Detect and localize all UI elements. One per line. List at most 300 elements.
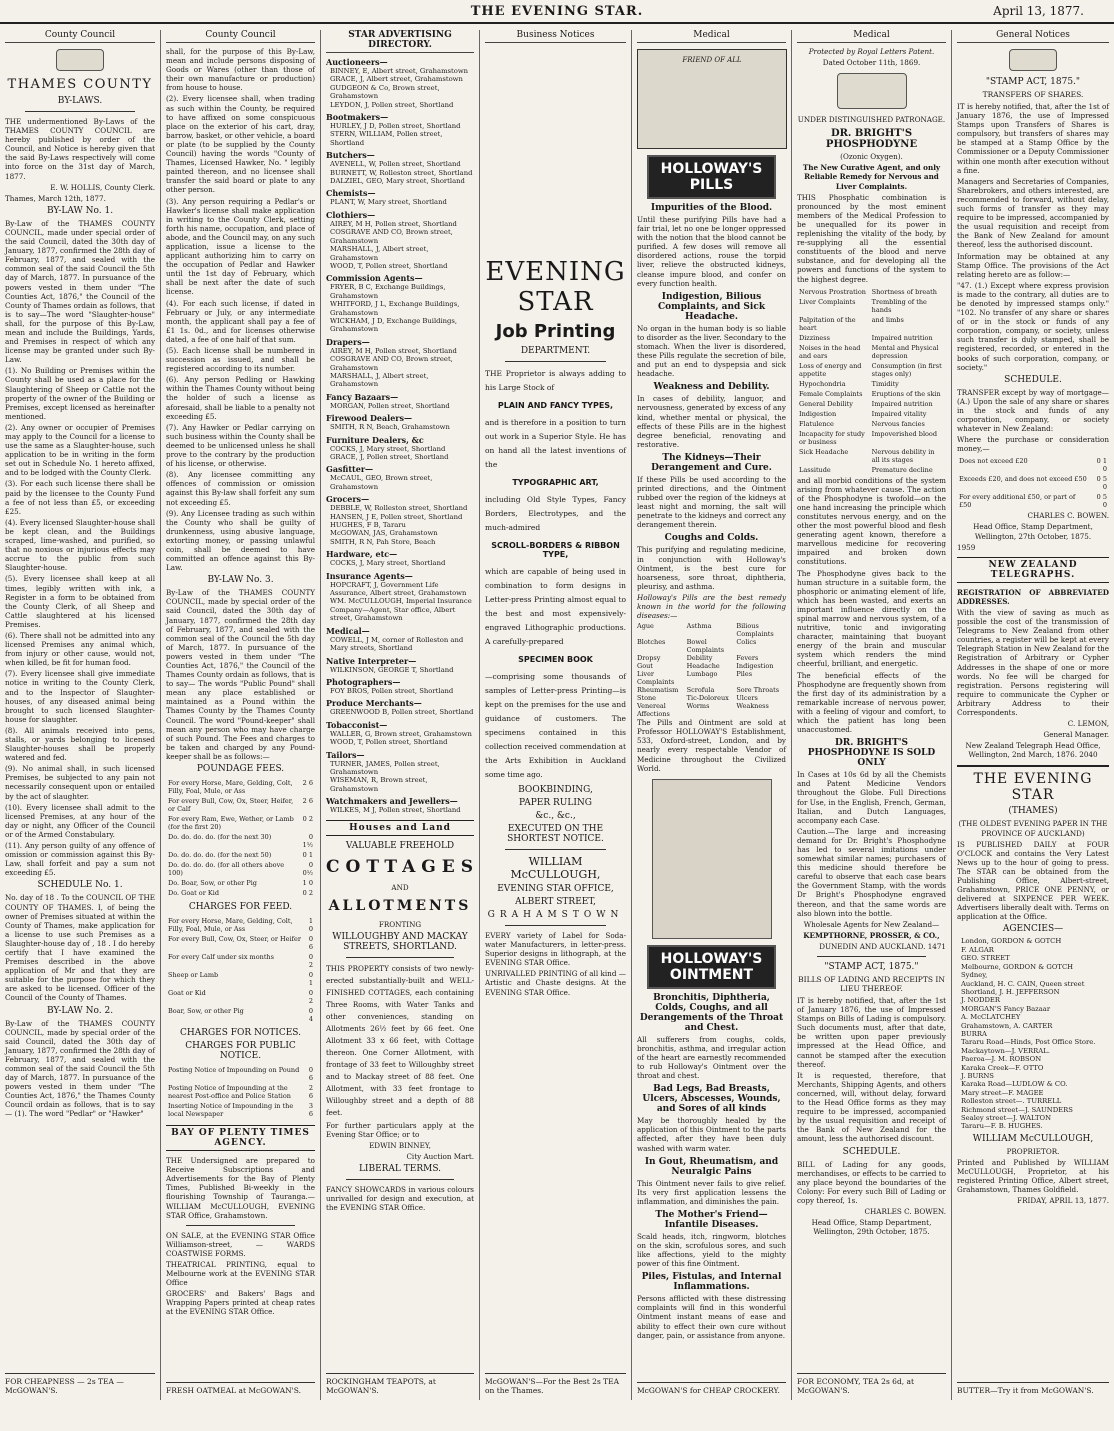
disease-item: Scrofula	[686, 686, 715, 695]
directory-entry: GRACE, J, Albert street, Grahamstown	[330, 75, 463, 84]
evening-star-office: EVENING STAR OFFICE,	[497, 884, 614, 894]
fee-row-cell: 0 2	[302, 815, 313, 824]
fee-row-cell: 0 2	[308, 953, 313, 970]
directory-category: Drapers—	[326, 336, 370, 347]
intro-notice: THE undermentioned By-Laws of the THAMES COUNTY COUNCIL are hereby published by order of the Council, and Notice is hereby given that the said By-Laws respectively will come into force on the 31st day of March, 1877.	[5, 117, 155, 181]
and-text: AND	[391, 882, 409, 892]
telegraphs-title: NEW ZEALAND TELEGRAPHS.	[957, 557, 1109, 583]
directory-entry: HANSEN, J E, Pollen street, Shortland	[330, 512, 463, 521]
protected-patent: Protected by Royal Letters Patent.	[808, 47, 935, 56]
notice-number: 1959	[957, 542, 976, 552]
etc-text: &c., &c.,	[535, 811, 576, 821]
fee-row	[168, 1084, 313, 1100]
symptom-row	[799, 334, 944, 342]
symptom-row	[799, 400, 944, 408]
symptom-row	[799, 362, 944, 378]
schedule-heading: SCHEDULE.	[842, 1146, 901, 1157]
directory-category: Watchmakers and Jewellers—	[326, 796, 458, 807]
disease-item: Indigestion	[736, 662, 774, 671]
fee-row-cell: 2 6	[308, 1084, 313, 1101]
directory-entry: COCKS, J, Mary street, Shortland	[330, 444, 446, 453]
directory-entry: WILKES, M J, Pollen street, Shortland	[330, 806, 461, 815]
bottom-advert: BUTTER—Try it from McGOWAN'S.	[957, 1382, 1109, 1395]
symptom-row	[799, 288, 944, 296]
executed-notice: EXECUTED ON THE SHORTEST NOTICE.	[507, 824, 604, 844]
symptom-row-cell: Nervous fancies	[871, 419, 925, 428]
column-business-notices	[480, 30, 632, 1400]
specimen-book: SPECIMEN BOOK	[518, 655, 593, 664]
directory-entry: AVENELL, W, Pollen street, Shortland	[330, 160, 461, 169]
fee-row	[168, 989, 313, 1005]
heading-indigestion: Indigestion, Bilious Complaints, and Sick Headache.	[657, 291, 766, 322]
disease-item: Ulcers	[736, 694, 758, 703]
patent-date: Dated October 11th, 1869.	[822, 58, 921, 68]
fee-row-cell: Posting Notice of Impounding on Pound	[168, 1066, 300, 1075]
symptom-row-cell: Mental and Physical depression	[871, 343, 939, 360]
directory-entry: LEYDON, J, Pollen street, Shortland	[330, 100, 454, 109]
directory-entry: GUDGEON & Co, Brown street, Grahamstown	[330, 83, 440, 101]
paper-ruling: PAPER RULING	[519, 798, 592, 808]
bylaw-2-text: By-Law of the THAMES COUNTY COUNCIL, made by special order of the said Council, dated the 30th day of January, 1877, confirmed the 28th day of February, 1877, and sealed with the common seal of the said Council the 5th day of March, 1877. In pursuance of the powers vested in them under "The Counties Act, 1876," the Thames County Council ordain as follows, that is to say— (1). The word "Pedlar" or "Hawker"	[5, 1018, 155, 1119]
diseases-table-heading: Holloway's Pills are the best remedy known in the world for the following diseases:—	[637, 592, 786, 621]
fee-row-cell: Do. do. do. do. (for the next 50)	[168, 851, 272, 860]
bylaw-2-continued: shall, for the purpose of this By-Law, mean and include persons disposing of Goods or Wares (other than those of their own manufacture or production) from house to house.	[166, 47, 315, 93]
disease-item: Gout	[637, 662, 653, 671]
text-indigestion: No organ in the human body is so liable to disorder as the liver. Secondary to the stomach. When the liver is disordered, these Pills regulate the secretion of bile, and put an end to dyspepsia and sick headache.	[637, 323, 786, 379]
directory-entry: SMITH, R N, Beach, Grahamstown	[330, 423, 450, 432]
directory-category: Medical—	[326, 625, 370, 636]
heading-piles: Piles, Fistulas, and Internal Inflammations.	[641, 1272, 782, 1293]
disease-item: Asthma	[686, 622, 712, 631]
hygeia-statue-illustration	[652, 779, 772, 939]
symptom-row	[799, 466, 944, 474]
fee-row	[168, 1007, 313, 1023]
fee-row-cell: 0 6	[308, 935, 313, 952]
fee-row	[959, 493, 1107, 509]
agency-entry: F. ALGAR	[961, 945, 994, 954]
transfers-provisions: "47. (1.) Except where express provision is made to the contrary, all duties are to be denoted by impressed stamps only." "102. No transfer of any share or shares of or in the stock or funds of any corporation, company, or society, unless such transfer is duly stamped, shall be registered, recorded, or entered in the books of such corporation, company, or society."	[957, 280, 1109, 372]
column-county-council-2	[161, 30, 321, 1400]
bills-of-lading-heading: BILLS OF LADING AND RECEIPTS IN LIEU THEREOF.	[798, 975, 945, 993]
general-manager: General Manager.	[1043, 730, 1109, 740]
fee-row-cell: 0 1½	[302, 833, 313, 850]
scroll-borders: SCROLL-BORDERS & RIBBON TYPE,	[491, 541, 620, 559]
directory-category: Produce Merchants—	[326, 698, 422, 709]
royal-arms-icon	[837, 73, 907, 109]
fee-row-cell: Posting Notice of Impounding at the nearest Post-office and Police Station	[168, 1084, 291, 1101]
symptom-row	[799, 420, 944, 428]
agencies-heading: AGENCIES—	[1002, 924, 1064, 935]
agency-entry: Mackaytown—J. VERRAL.	[961, 1046, 1050, 1055]
labels-notice: EVERY variety of Label for Soda-water Manufacturers, in letter-press. Superior designs in lithograph, at the EVENING STAR Office.	[485, 931, 626, 968]
fee-row-cell: Do. do. do. do. (for all others above 100)	[168, 861, 285, 878]
fee-row-cell: 2 6	[302, 779, 313, 788]
fee-row	[959, 475, 1107, 491]
phosphodyne-tagline: The New Curative Agent, and only Reliable Remedy for Nervous and Liver Complaints.	[802, 163, 941, 191]
disease-item: Weakness	[736, 702, 769, 711]
divider	[505, 361, 606, 362]
lemon-signature: C. LEMON,	[1067, 719, 1109, 729]
fee-row-cell: Does not exceed £20	[959, 457, 1028, 466]
directory-entry: WICKHAM, J D, Exchange Buildings, Grahamstown	[330, 316, 458, 334]
disease-item: Ague	[637, 622, 654, 631]
bylaw-1-text: By-Law of the THAMES COUNTY COUNCIL, made under special order of the said Council, dated the 30th day of January, 1877, confirmed the 28th day of February, 1877, and sealed with the common seal of the said Council the 5th day of March, 1877. In pursuance of the powers vested in them under "The Counties Act, 1876," the Council of the County of Thames ordain as follows, that is to say—The word "Slaughter-house" shall, for the purpose of this By-Law, mean and include the Buildings, Yards, and Premises in respect of which any license may be granted under such By-Law.	[5, 218, 155, 365]
heading-mothers-friend: The Mother's Friend—Infantile Diseases.	[655, 1209, 768, 1230]
symptom-row-cell: Flatulence	[799, 419, 834, 428]
directory-entry: COSGRAVE AND CO, Brown street, Grahamstown	[330, 355, 453, 372]
fee-row-cell: For every Horse, Mare, Gelding, Colt, Filly, Foal, Mule, or Ass	[168, 779, 293, 796]
fee-row-cell: 0 6	[308, 1066, 313, 1083]
unrivalled-notice: UNRIVALLED PRINTING of all kind — Artistic and Chaste designs. At the EVENING STAR Office.	[485, 969, 626, 997]
bottom-advert: FRESH OATMEAL at McGOWAN'S.	[166, 1382, 315, 1395]
directory-entry: GRACE, J, Pollen street, Shortland	[330, 453, 449, 461]
bylaw-clause: (2). Any owner or occupier of Premises may apply to the Council for a license to use the same as a Slaughter-house, such application to be in writing in the form set out in Schedule No. 1 hereto affixed, and to be lodged with the County Clerk.	[5, 422, 155, 478]
fee-row-cell: 1 0	[302, 879, 313, 888]
signed-bowen: CHARLES C. BOWEN.	[1027, 511, 1109, 521]
directory-entry: HUGHES, F B, Tararu	[330, 521, 406, 530]
bylaw-clause: (5). Every licensee shall keep at all times, legibly written with ink, a Register in a form to be obtained from the County Clerk, of all Sheep and Cattle slaughtered at his licensed Premises.	[5, 574, 155, 629]
bylaw-clause: (9). No animal shall, in such licensed Premises, be subjected to any pain not necessarily consequent upon or entailed by the act of slaughter.	[5, 764, 155, 801]
agency-entry: Melbourne, GORDON & GOTCH	[961, 962, 1074, 971]
wholesale-agents: Wholesale Agents for New Zealand—	[803, 919, 940, 929]
symptom-row-cell: Nervous debility in all its stages	[871, 447, 935, 464]
symptom-row-cell: Lassitude	[799, 465, 831, 474]
agency-entry: Richmond street—J. SAUNDERS	[961, 1105, 1073, 1114]
schedule-text: TRANSFER except by way of mortgage— (A.) Upon the sale of any share or shares in the stock and funds of any corporation, company, or society whatever in New Zealand:	[957, 387, 1109, 434]
agency-entry: Sydney,	[961, 971, 988, 980]
fee-row-cell: Do. do. do. do. (for the next 30)	[168, 833, 272, 842]
transfers-notice-3: Information may be obtained at any Stamp Office. The provisions of the Act relating hereto are as follow:—	[957, 251, 1109, 279]
column-medical-phosphodyne	[792, 30, 952, 1400]
bylaw-clause: (7). Every licensee shall give immediate notice in writing to the County Clerk, and to the Inspector of Slaughter-houses, of any diseased animal being brought to such licensed Slaughter-house for slaughter.	[5, 669, 155, 724]
fee-row-cell: For every Bull, Cow, Ox, Steer, or Heifer	[168, 935, 301, 944]
symptom-row	[799, 410, 944, 418]
text-mothers-friend: Scald heads, itch, ringworm, blotches on the skin, scrofulous sores, and such like affections, yield to the mighty power of this fine Ointment.	[637, 1231, 786, 1269]
sold-only-heading: DR. BRIGHT'S PHOSPHODYNE IS SOLD ONLY	[807, 738, 936, 769]
dated: Thames, March 12th, 1877.	[5, 193, 106, 203]
directory-entry: GREENWOOD B, Pollen street, Shortland	[330, 708, 474, 717]
symptom-row	[799, 298, 944, 314]
disease-item: Venereal Affections	[637, 702, 670, 719]
consideration-text: Where the purchase or consideration money,—	[957, 435, 1109, 454]
bylaw-clause: (3). For each such license there shall be paid by the licensee to the County Fund a fee of not less than £5, or exceeding £25.	[5, 479, 155, 516]
combination-text: which are capable of being used in combination to form designs in Letter-press Printing almost equal to the best and most expensively-engraved Lithographic productions. A carefully-prepared	[485, 567, 626, 646]
bay-of-plenty-text: THE Undersigned are prepared to Receive Subscriptions and Advertisements for the Bay of Plenty Times, Published Bi-weekly in the flourishing Township of Tauranga.— WILLIAM McCULLOUGH, EVENING STAR Office, Grahamstown.	[166, 1156, 315, 1220]
agency-entry: J. BURNS	[961, 1071, 994, 1080]
fee-row-cell: 0 2	[308, 989, 313, 1006]
agency-entry: Shortland, J. H. JEFFERSON	[961, 987, 1060, 996]
schedule-text: No. day of 18 . To the COUNCIL OF THE COUNTY OF THAMES. I, of being the owner of Premises situated at within the County of Thames, make application for a license to use such Premises as a Slaughter-house day of , 18 . I do hereby certify that I have examined the Premises described in the above application of Mr and that they are suitable for the purpose for which they are asked to be licensed. Officer of the Council of the County of Thames.	[5, 893, 155, 1003]
fee-row-cell: Inserting Notice of Impounding in the local Newspaper	[168, 1102, 294, 1119]
bylaw-2-heading: BY-LAW No. 2.	[46, 1005, 114, 1016]
transfers-heading: TRANSFERS OF SHARES.	[982, 90, 1084, 99]
signed-bowen: CHARLES C. BOWEN.	[864, 1206, 946, 1216]
typographic-art: TYPOGRAPHIC ART,	[512, 478, 599, 487]
text-impurities: Until these purifying Pills have had a fair trial, let no one be longer oppressed with the notion that the blood cannot be purified. A few doses will remove all disordered actions, rouse the torpid liver, relieve the obstructed kidneys, cleanse impure blood, and confer on every function health.	[637, 215, 786, 288]
disease-item: Liver Complaints	[637, 670, 675, 687]
column-medical-holloway	[632, 30, 792, 1400]
agency-entry: Auckland, H. C. CAIN, Queen street	[961, 979, 1085, 988]
directory-entry: BINNEY, E, Albert street, Grahamstown	[330, 67, 469, 75]
bylaws-subtitle: BY-LAWS.	[57, 96, 103, 106]
stamp-head-office: Head Office, Stamp Department, Wellington, 29th October, 1875.	[811, 1218, 932, 1237]
disease-item: Debility	[686, 654, 713, 663]
theatrical-notice: THEATRICAL PRINTING, equal to Melbourne work at the EVENING STAR Office	[166, 1259, 315, 1288]
stamp-head-office: Head Office, Stamp Department, Wellington, 27th October, 1875.	[973, 522, 1093, 541]
old-style-text: including Old Style Types, Fancy Borders, Electrotypes, and the much-admired	[485, 495, 626, 532]
bylaw-clause: (5). Each license shall be numbered in succession as issued, and shall be registered according to its number.	[166, 346, 315, 374]
fee-row-cell: Sheep or Lamb	[168, 971, 219, 980]
divider	[186, 1225, 295, 1226]
symptom-row-cell: Impoverished blood	[871, 429, 938, 438]
issue-date: April 13, 1877.	[993, 4, 1084, 18]
directory-category: Fancy Bazaars—	[326, 391, 399, 402]
symptom-row-cell: Dizziness	[799, 333, 830, 342]
bylaw-3-heading: BY-LAW No. 3.	[207, 575, 274, 586]
schedule-heading: SCHEDULE No. 1.	[37, 880, 123, 891]
bottom-advert: FOR ECONOMY, TEA 2s 6d, at McGOWAN'S.	[797, 1373, 946, 1395]
heading-kidneys: The Kidneys—Their Derangement and Cure.	[651, 452, 772, 473]
holloways-pills-heading: HOLLOWAY'S PILLS	[647, 155, 776, 199]
telegraphs-subtitle: REGISTRATION OF ABBREVIATED ADDRESSES.	[957, 587, 1109, 606]
directory-category: Chemists—	[326, 188, 376, 199]
disease-item: Blotches	[637, 638, 666, 647]
text-kidneys: If these Pills be used according to the printed directions, and the Ointment rubbed over the region of the kidneys at least night and morning, the salt will penetrate to the kidneys and correct any derangement therein.	[637, 474, 786, 530]
directory-entry: MARSHALL, J, Albert street, Grahamstown	[330, 371, 429, 389]
directory-entry: WOOD, T, Pollen street, Shortland	[330, 261, 448, 270]
column-heading: County Council	[166, 30, 315, 43]
directory-entry: HURLEY, J D, Pollen street, Shortland	[330, 122, 461, 131]
symptom-row-cell: General Debility	[799, 399, 853, 408]
symptom-row-cell: Hypochondria	[799, 379, 846, 388]
newspaper-title: THE EVENING STAR.	[470, 4, 644, 19]
directory-entry: SMITH, R N, Pah Store, Beach	[330, 537, 436, 546]
heading-weakness: Weakness and Debility.	[653, 382, 770, 393]
fee-row-cell: 0 1	[308, 971, 313, 988]
bay-of-plenty-title: BAY OF PLENTY TIMES AGENCY.	[166, 1125, 315, 1151]
bylaw-clause: (6). Any person Pedling or Hawking within the Thames County without being the holder of such a license as aforesaid, shall be liable to a penalty not exceeding £5.	[166, 375, 315, 421]
disease-item: Lumbago	[686, 670, 718, 679]
phosphodyne-subtitle: (Ozonic Oxygen).	[840, 152, 903, 162]
particulars: For further particulars apply at the Evening Star Office; or to	[326, 1120, 474, 1139]
disease-item: Sore Throats	[736, 686, 780, 695]
heading-impurities: Impurities of the Blood.	[650, 203, 773, 213]
fee-row-cell: For every Ram, Ewe, Wether, or Lamb (for the first 20)	[168, 815, 294, 832]
oldest-paper: (THE OLDEST EVENING PAPER IN THE PROVINCE OF AUCKLAND)	[958, 819, 1108, 838]
directory-entry: FOY BROS, Pollen street, Shortland	[330, 686, 454, 695]
telegraphs-text: With the view of saving as much as possible the cost of the transmission of Telegrams to New Zealand from other countries, a register will be kept at every Telegraph Station in New Zealand for the Registration of Arbitrary or Cypher Addresses in the shape of one or more words. No fee will be charged for registration. Persons registering will require to communicate the Cypher or Arbitrary Address to their Correspondents.	[957, 607, 1109, 717]
bylaw-clause: (10). Every licensee shall admit to the licensed Premises, at any hour of the day or night, any Officer of the Council or of the Armed Constabulary.	[5, 802, 155, 839]
symptom-row-cell: Timidity	[871, 379, 899, 388]
directory-entry: COCKS, J, Mary street, Shortland	[330, 559, 446, 568]
phosphodyne-title: DR. BRIGHT'S PHOSPHODYNE	[825, 128, 918, 151]
bylaw-clause: (8). All animals received into pens, stalls, or yards belonging to licensed Slaughter-houses shall be properly watered and fed.	[5, 725, 155, 763]
disease-item: Bowel Complaints	[686, 638, 725, 655]
transfers-notice-2: Managers and Secretaries of Companies, Sharebrokers, and others interested, are recommended to forward, without delay, such forms of transfer as they may require to be impressed, accompanied by the usual requisition and receipt from the Bank of New Zealand for amount thereof, less the authorised discount.	[957, 176, 1109, 250]
bottom-advert: ROCKINGHAM TEAPOTS, at McGOWAN'S.	[326, 1373, 474, 1395]
divider	[505, 849, 606, 850]
heading-coughs: Coughs and Colds.	[664, 533, 759, 544]
directory-entry: WILKINSON, GEORGE T, Shortland	[330, 665, 454, 674]
fee-row-cell: Do. Goat or Kid	[168, 889, 219, 898]
sold-only-text: In Cases at 10s 6d by all the Chemists and Patent Medicine Vendors throughout the Globe. Full Directions for Use, in the English, French, German, Italian, and Dutch Languages, accompany each Case.	[797, 770, 946, 825]
symptom-row-cell: Sick Headache	[799, 447, 849, 456]
directory-category: Bootmakers—	[326, 112, 389, 123]
evening-star-title: THE EVENING STAR	[957, 765, 1109, 803]
proprietor-text: THE Proprietor is always adding to his Large Stock of	[485, 369, 626, 392]
text-bronchitis: All sufferers from coughs, colds, bronchitis, asthma, and irregular action of the heart are earnestly recommended to rub Holloway's Ointment over the throat and chest.	[637, 1034, 786, 1081]
fee-row-cell: Do. Boar, Sow, or other Pig	[168, 879, 257, 888]
fee-row-cell: 0 1	[302, 851, 313, 860]
column-heading: General Notices	[957, 30, 1109, 43]
directory-category: Gasfitter—	[326, 464, 374, 475]
text-weakness: In cases of debility, languor, and nervousness, generated by excess of any kind, whether mental or physical, the effects of these Pills are in the highest degree beneficial, renovating and restorative.	[637, 394, 786, 449]
directory-category: Photographers—	[326, 676, 401, 687]
fee-row-cell: For every Calf under six months	[168, 953, 274, 962]
fee-row-cell: Boar, Sow, or other Pig	[168, 1007, 244, 1016]
symptom-row-cell: Palpitation of the heart	[799, 315, 856, 332]
bookbinding: BOOKBINDING,	[518, 785, 593, 795]
directory-category: Auctioneers—	[326, 57, 388, 67]
agency-entry: J. NODDER	[961, 996, 1001, 1005]
disease-item: Headache	[686, 662, 720, 671]
symptom-row	[799, 448, 944, 464]
disease-item: Bilious Complaints	[736, 622, 774, 639]
cottages-heading: COTTAGES	[326, 856, 480, 877]
fee-row-cell: For every Bull, Cow, Ox, Steer, Heifer, or Calf	[168, 797, 294, 814]
diseases-table	[637, 622, 786, 718]
royal-arms-icon	[1009, 49, 1057, 71]
text-piles: Persons afflicted with these distressing complaints will find in this wonderful Ointment instant means of ease and ability to effect their own cure without danger, pain, or assistance from anyone.	[637, 1294, 786, 1340]
printed-by: Printed and Published by WILLIAM McCULLOUGH, Proprietor, at his registered Printing Office, Albert street, Grahamstown, Thames Goldfield.	[957, 1157, 1109, 1195]
symptom-row	[799, 344, 944, 360]
agency-entry: Tararu Road—Hinds, Post Office Store.	[961, 1038, 1096, 1047]
directory-category: Butchers—	[326, 150, 375, 161]
fee-row	[168, 779, 313, 795]
bylaw-clause: (11). Any person guilty of any offence of omission or commission against this By-Law, shall forfeit and pay a sum not exceeding £5.	[5, 841, 155, 878]
fee-row	[168, 861, 313, 877]
disease-item: Fevers	[736, 654, 759, 663]
fee-row	[168, 879, 313, 887]
public-notice-table	[166, 1064, 315, 1120]
bills-notice-2: It is requested, therefore, that Merchants, Shipping Agents, and others concerned, will, without delay, forward to the Head Office forms as they may require to be impressed, accompanied by the usual requisition and receipt of the Bank of New Zealand for the amount, less the authorised discount.	[797, 1070, 946, 1144]
sale-notice: ON SALE, at the EVENING STAR Office Williamson-street, — WARDS COASTWISE FORMS.	[166, 1230, 315, 1258]
directory-entry: MORGAN, Pollen street, Shortland	[330, 401, 450, 410]
symptom-row-cell: Nervous Prostration	[799, 287, 866, 296]
agency-entry: Grahamstown, A. CARTER	[961, 1021, 1053, 1030]
fee-row	[168, 833, 313, 849]
stamp-act-heading: "STAMP ACT, 1875."	[985, 77, 1081, 87]
bylaw-clause: (7). Any Hawker or Pedlar carrying on such business within the County shall be deemed to be unlicensed unless he shall prove to the contrary by the production of his license, or otherwise.	[166, 422, 315, 469]
fee-row-cell: Exceeds £20, and does not exceed £50	[959, 475, 1087, 484]
directory-category: Tobacconist—	[326, 719, 388, 730]
agent-cities: DUNEDIN AND AUCKLAND. 1471	[819, 941, 946, 951]
directory-entry: WM. McCULLOUGH, Imperial Insurance Company—Agent, Star office, Albert street, Grahamstown	[330, 597, 472, 623]
divider	[817, 956, 926, 957]
directory-entry: TURNER, JAMES, Pollen street, Grahamstown	[330, 759, 440, 776]
symptom-row	[799, 430, 944, 446]
plain-fancy-types: PLAIN AND FANCY TYPES,	[497, 401, 614, 410]
phosphodyne-structure: The Phosphodyne gives back to the human structure in a suitable form, the phosphoric or animating element of life, which has been wasted, and exerts an important influence directly on the spinal marrow and nervous system, of a nutritive, tonic and invigorating character, maintaining that buoyant energy of the brain and muscular system which renders the mind cheerful, brilliant, and energetic.	[797, 568, 946, 669]
directory-category: Native Interpreter—	[326, 655, 417, 666]
fee-row-cell: For every Horse, Mare, Gelding, Colt, Filly, Foal, Mule, or Ass	[168, 917, 293, 934]
signer: E. W. HOLLIS, County Clerk.	[50, 182, 155, 192]
directory-entry: STERN, WILLIAM, Pollen street, Shortland	[330, 130, 443, 147]
directory-entry: WALLER, G, Brown street, Grahamstown	[330, 729, 472, 738]
divider	[346, 1179, 454, 1180]
telegraph-office: New Zealand Telegraph Head Office, Wellington, 2nd March, 1876. 2040	[965, 741, 1101, 760]
bylaw-clause: (1). No Building or Premises within the County shall be used as a place for the Slaughtering of Sheep or Cattle not the property of the owner of the Building or Premises, except licensed as hereinafter mentioned.	[5, 366, 155, 421]
agency-entry: Paeroa—J. M. ROBSON	[961, 1055, 1042, 1064]
agency-entry: GEO. STREET	[961, 954, 1010, 963]
heading-bronchitis: Bronchitis, Diphtheria, Colds, Coughs, and all Derangements of the Throat and Chest.	[639, 992, 784, 1033]
symptom-row	[799, 380, 944, 388]
logo-banner-text: FRIEND OF ALL	[682, 56, 742, 64]
job-printing-title: EVENING STAR	[485, 257, 626, 317]
bylaw-clause: (8). Any licensee committing any offences of commission or omission against this By-law shall forfeit any sum not exceeding £5.	[166, 470, 315, 507]
directory-entry: BURNETT, W, Rolleston street, Shortland	[330, 168, 473, 177]
fee-row-cell: 0 5 0	[1096, 493, 1107, 510]
symptom-row-cell: Incapacity for study or business	[799, 429, 865, 446]
divider	[346, 957, 454, 958]
disease-item: Tic-Doloreux	[686, 694, 729, 703]
william-mccullough: WILLIAM McCULLOUGH,	[510, 855, 601, 881]
disease-item: Rheumatism	[637, 686, 679, 695]
directory-entry: McCAUL, GEO, Brown street, Grahamstown	[330, 474, 433, 491]
holloways-ointment-heading: HOLLOWAY'S OINTMENT	[647, 945, 776, 989]
city-auction-mart: City Auction Mart.	[406, 1152, 474, 1162]
fee-row-cell: 0 5 0	[1096, 475, 1107, 492]
grocers-notice: GROCERS' and Bakers' Bags and Wrapping Papers printed at cheap rates at the EVENING STAR Office.	[166, 1289, 315, 1317]
bylaw-1-clauses	[5, 366, 155, 877]
column-heading: Business Notices	[485, 30, 626, 43]
schedule-heading: SCHEDULE.	[1004, 374, 1062, 385]
bylaw-clause: (3). Any person requiring a Pedlar's or Hawker's license shall make application in writing to the County Clerk, setting forth his name, occupation, and place of abode, and the Council may, on any such application, issue a license to the applicant authorizing him to carry on the occupation of Pedlar and Hawker until the 1st day of February, which shall be next after the date of such license.	[166, 196, 315, 297]
symptom-row-cell: Liver Complaints	[799, 297, 856, 306]
schedule-text: BILL of Lading for any goods, merchandises, or effects to be carried to any place beyond the boundaries of the Colony: For every such Bill of Lading or copy thereof, 1s.	[797, 1159, 946, 1205]
department-text: DEPARTMENT.	[520, 346, 591, 356]
symptom-row-cell: Indigestion	[799, 409, 837, 418]
column-heading: Medical	[637, 30, 786, 43]
poundage-fees-heading: POUNDAGE FEES.	[196, 764, 285, 775]
evening-star-thames: (THAMES)	[1008, 806, 1058, 817]
bylaw-2-clauses	[166, 94, 315, 572]
showcards-notice: FANCY SHOWCARDS in various colours unrivalled for design and execution, at the EVENING STAR Office.	[326, 1185, 474, 1213]
bylaw-clause: (4). Every licensed Slaughter-house shall be kept clean, and the Buildings scraped, lime-washed, and purified, so that no noxious or injurious effects may accrue to the public from such Slaughter-house.	[5, 517, 155, 573]
heading-bad-legs: Bad Legs, Bad Breasts, Ulcers, Abscesses, Wounds, and Sores of all kinds	[642, 1084, 781, 1115]
directory-category: Commission Agents—	[326, 273, 423, 284]
symptom-row-cell: Trembling of the hands	[871, 297, 927, 314]
valuable-freehold: VALUABLE FREEHOLD	[345, 840, 455, 851]
bills-notice-1: IT is hereby notified, that, after the 1st of January 1876, the use of Impressed Stamps on Bills of Lading is compulsory. Such documents must, after that date, be written upon paper previously impressed at the Head Office, and cannot be stamped after the execution thereof.	[797, 996, 946, 1069]
stamp-act-heading: "STAMP ACT, 1875."	[824, 962, 919, 972]
bottom-advert: McGOWAN'S for CHEAP CROCKERY.	[637, 1382, 786, 1395]
poundage-fees-table	[166, 777, 315, 899]
agency-entry: Mary street—F. MAGEE	[961, 1088, 1044, 1097]
spacer	[485, 47, 626, 247]
column-heading: County Council	[5, 30, 155, 43]
directory-entry: PLANT, W, Mary street, Shortland	[330, 198, 447, 207]
friday-date: FRIDAY, APRIL 13, 1877.	[1017, 1196, 1109, 1206]
evening-star-text: IS PUBLISHED DAILY at FOUR O'CLOCK and contains the Very Latest News up to the hour of going to press. The STAR can be obtained from the Publishing Office, Albert-street, Grahamstown, PRICE ONE PENNY, or delivered at SIXPENCE PER WEEK. Advertisers liberally dealt with. Terms on application at the Office.	[957, 839, 1109, 922]
divider	[25, 111, 135, 112]
symptom-row	[799, 390, 944, 398]
directory-entry: WISEMAN, R, Brown street, Grahamstown	[330, 776, 428, 793]
property-description: THIS PROPERTY consists of two newly-erected substantially-built and WELL-FINISHED COTTAGES, each containing Three Rooms, with Water Tanks and other conveniences, standing on Allotments 26½ feet by 66 feet. One Allotment 33 x 66 feet, with Cottage thereon. One Corner Allotment, with frontage of 33 feet to Willoughby street and to Mackay street of 88 feet. One Allotment, with 33 feet frontage to Willoughby street and a depth of 88 feet.	[326, 963, 474, 1117]
symptom-row-cell: Female Complaints	[799, 389, 863, 398]
agency-entry: Karaka Creek—F. OTTO	[961, 1063, 1044, 1072]
column-directory	[321, 30, 480, 1400]
